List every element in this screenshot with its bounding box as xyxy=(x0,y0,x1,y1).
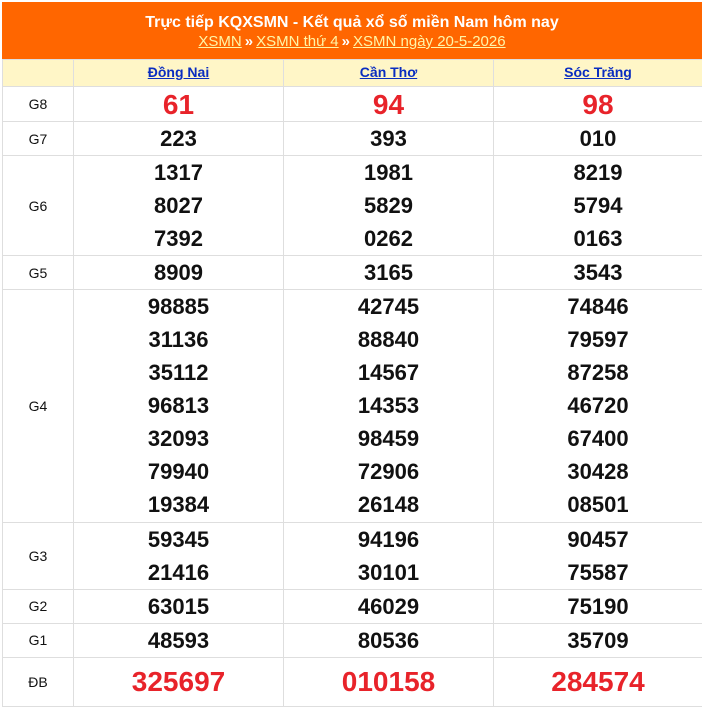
province-link-can-tho[interactable]: Cần Thơ xyxy=(359,64,418,80)
prize-cell xyxy=(494,589,702,623)
prize-number: 94196 xyxy=(357,526,420,552)
prize-cell xyxy=(74,256,284,290)
prize-number: 14567 xyxy=(357,360,420,386)
prize-number: 75587 xyxy=(567,559,629,585)
prize-number: 94 xyxy=(372,88,405,120)
prize-number: 010 xyxy=(579,126,617,152)
prize-number: 7392 xyxy=(154,226,203,252)
prize-cell xyxy=(494,657,702,706)
prize-label: G6 xyxy=(3,156,74,256)
prize-number: 79597 xyxy=(567,327,629,353)
prize-number: 63015 xyxy=(147,593,210,619)
prize-label: G1 xyxy=(3,623,74,657)
prize-number: 98 xyxy=(582,88,614,120)
prize-cell xyxy=(284,156,494,256)
prize-row-g7 xyxy=(3,122,702,156)
special-prize-number: 284574 xyxy=(551,666,645,698)
prize-number: 48593 xyxy=(147,627,210,653)
special-prize-number: 325697 xyxy=(131,666,226,698)
prize-number: 21416 xyxy=(147,559,210,585)
page-title: Trực tiếp KQXSMN - Kết quả xổ số miền Nam hôm nay xyxy=(145,14,559,31)
prize-cell xyxy=(74,156,284,256)
prize-number: 80536 xyxy=(357,627,420,653)
prize-number: 74846 xyxy=(567,294,629,320)
province-header xyxy=(494,60,702,87)
results-table xyxy=(2,59,702,707)
breadcrumb-link-xsmn[interactable]: XSMN xyxy=(198,33,242,50)
prize-cell xyxy=(494,156,702,256)
prize-cell xyxy=(284,522,494,589)
prize-cell xyxy=(284,122,494,156)
province-header xyxy=(74,60,284,87)
prize-number: 223 xyxy=(160,126,197,152)
prize-number: 46720 xyxy=(567,393,629,419)
prize-label: G2 xyxy=(3,589,74,623)
prize-cell xyxy=(74,522,284,589)
prize-cell xyxy=(74,657,284,706)
prize-cell xyxy=(74,589,284,623)
prize-cell xyxy=(74,290,284,522)
prize-number: 26148 xyxy=(357,492,420,518)
prize-number: 8909 xyxy=(154,260,203,286)
prize-number: 1981 xyxy=(364,160,413,186)
prize-number: 75190 xyxy=(567,593,629,619)
prize-number: 30101 xyxy=(357,559,420,585)
prize-number: 42745 xyxy=(357,294,420,320)
prize-label: G5 xyxy=(3,256,74,290)
prize-row-g5 xyxy=(3,256,702,290)
prize-cell xyxy=(284,589,494,623)
prize-cell xyxy=(284,87,494,122)
breadcrumb-link-weekday[interactable]: XSMN thứ 4 xyxy=(256,33,339,50)
prize-number: 8027 xyxy=(154,193,203,219)
prize-label: G4 xyxy=(3,290,74,522)
breadcrumb-separator: » xyxy=(341,33,350,50)
prize-number: 61 xyxy=(162,88,195,120)
corner-cell xyxy=(3,60,74,87)
breadcrumb-separator: » xyxy=(244,33,254,50)
prize-row-g6 xyxy=(3,156,702,256)
prize-label: G7 xyxy=(3,122,74,156)
province-header xyxy=(284,60,494,87)
special-prize-number: 010158 xyxy=(341,666,436,698)
prize-number: 0163 xyxy=(573,226,623,252)
results-header xyxy=(2,2,702,59)
prize-label: G8 xyxy=(3,87,74,122)
prize-row-g2 xyxy=(3,589,702,623)
prize-number: 96813 xyxy=(147,393,210,419)
prize-row-g3 xyxy=(3,522,702,589)
prize-row-g4 xyxy=(3,290,702,522)
prize-number: 08501 xyxy=(567,492,629,518)
prize-cell xyxy=(284,290,494,522)
prize-number: 32093 xyxy=(147,426,210,452)
prize-label: ĐB xyxy=(3,657,74,706)
prize-number: 59345 xyxy=(147,526,210,552)
prize-number: 35112 xyxy=(148,360,209,386)
prize-row-db xyxy=(3,657,702,706)
prize-row-g1 xyxy=(3,623,702,657)
prize-number: 3165 xyxy=(364,260,413,286)
prize-number: 1317 xyxy=(154,160,203,186)
prize-cell xyxy=(74,122,284,156)
prize-cell xyxy=(74,623,284,657)
prize-number: 98459 xyxy=(357,426,420,452)
prize-number: 90457 xyxy=(567,526,629,552)
prize-number: 35709 xyxy=(567,627,629,653)
prize-number: 87258 xyxy=(567,360,629,386)
prize-cell xyxy=(494,290,702,522)
prize-number: 8219 xyxy=(573,160,623,186)
prize-cell xyxy=(284,623,494,657)
breadcrumb xyxy=(2,33,702,51)
prize-number: 393 xyxy=(370,126,407,152)
prize-number: 30428 xyxy=(567,459,629,485)
prize-number: 98885 xyxy=(147,294,210,320)
prize-cell xyxy=(494,87,702,122)
prize-cell xyxy=(284,256,494,290)
prize-number: 5794 xyxy=(573,193,623,219)
prize-number: 79940 xyxy=(147,459,210,485)
prize-label: G3 xyxy=(3,522,74,589)
prize-number: 72906 xyxy=(357,459,420,485)
prize-cell xyxy=(284,657,494,706)
province-header-row xyxy=(3,60,702,87)
prize-cell xyxy=(494,122,702,156)
prize-number: 46029 xyxy=(357,593,420,619)
prize-cell xyxy=(74,87,284,122)
prize-cell xyxy=(494,522,702,589)
prize-number: 5829 xyxy=(364,193,413,219)
prize-number: 3543 xyxy=(573,260,623,286)
prize-number: 67400 xyxy=(567,426,629,452)
province-link-soc-trang[interactable]: Sóc Trăng xyxy=(564,64,632,80)
prize-cell xyxy=(494,256,702,290)
prize-number: 0262 xyxy=(364,226,413,252)
prize-number: 19384 xyxy=(147,492,210,518)
prize-cell xyxy=(494,623,702,657)
province-link-dong-nai[interactable]: Đồng Nai xyxy=(147,64,210,80)
prize-number: 88840 xyxy=(357,327,420,353)
prize-number: 31136 xyxy=(148,327,209,353)
prize-row-g8 xyxy=(3,87,702,122)
prize-number: 14353 xyxy=(357,393,420,419)
breadcrumb-link-date[interactable]: XSMN ngày 20-5-2026 xyxy=(353,33,506,50)
